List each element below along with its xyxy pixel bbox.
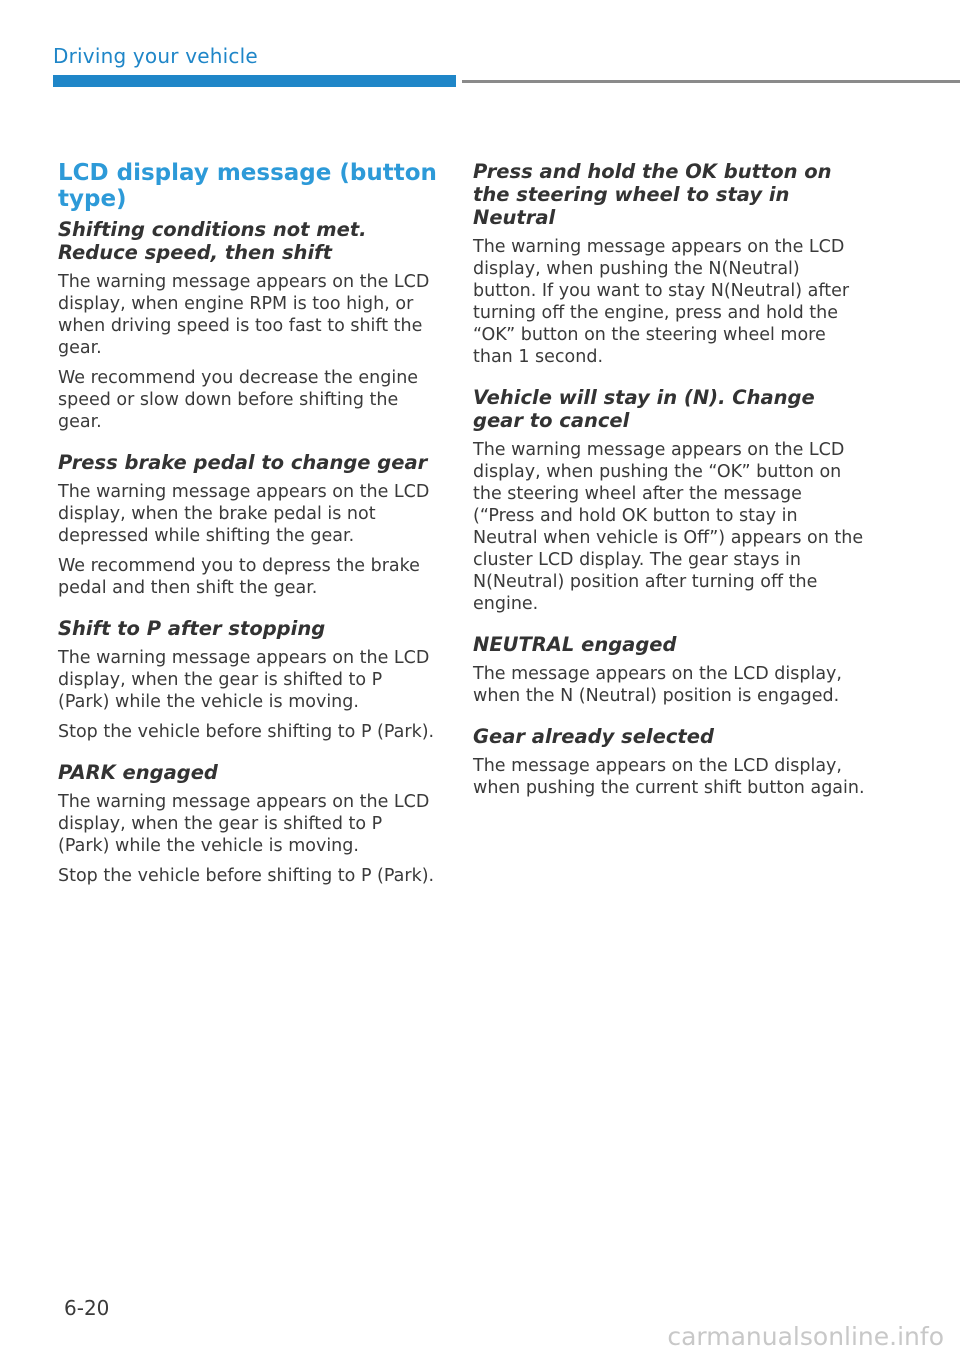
message-block bbox=[473, 386, 865, 615]
page-number: 6-20 bbox=[64, 1296, 110, 1320]
message-paragraph: We recommend you to depress the brake pedal and then shift the gear. bbox=[58, 556, 420, 598]
message-heading: Vehicle will stay in (N). Change gear to cancel bbox=[473, 386, 815, 432]
message-block bbox=[58, 617, 438, 743]
message-paragraph: The warning message appears on the LCD display, when the gear is shifted to P (Park) while the vehicle is moving. bbox=[58, 648, 430, 712]
message-heading: Press and hold the OK button on the steering wheel to stay in Neutral bbox=[473, 160, 832, 229]
message-paragraph: The message appears on the LCD display, when the N (Neutral) position is engaged. bbox=[473, 664, 842, 706]
message-heading: NEUTRAL engaged bbox=[473, 633, 677, 656]
message-paragraph: The warning message appears on the LCD display, when the gear is shifted to P (Park) while the vehicle is moving. bbox=[58, 792, 430, 856]
message-paragraph: The message appears on the LCD display, when pushing the current shift button again. bbox=[473, 756, 865, 798]
watermark: carmanualsonline.info bbox=[667, 1322, 944, 1351]
header-accent-bar bbox=[53, 75, 456, 87]
message-paragraph: The warning message appears on the LCD display, when pushing the “OK” button on the steering wheel after the message (“Press and hold OK button to stay in Neutral when vehicle is Off”) appears on the cluster LCD display. The gear stays in N(Neutral) position after turning off the engine. bbox=[473, 440, 864, 614]
section-title: LCD display message (button type) bbox=[58, 160, 437, 212]
right-column bbox=[473, 160, 865, 817]
message-block bbox=[473, 160, 865, 368]
left-column bbox=[58, 160, 438, 905]
message-block bbox=[58, 218, 438, 433]
message-heading: PARK engaged bbox=[58, 761, 218, 784]
message-heading: Shift to P after stopping bbox=[58, 617, 326, 640]
message-paragraph: The warning message appears on the LCD display, when engine RPM is too high, or when driving speed is too fast to shift the gear. bbox=[58, 272, 430, 358]
header-divider-line bbox=[462, 80, 960, 83]
message-paragraph: We recommend you decrease the engine speed or slow down before shifting the gear. bbox=[58, 368, 419, 432]
message-paragraph: Stop the vehicle before shifting to P (Park). bbox=[58, 722, 435, 742]
message-block bbox=[473, 633, 865, 707]
message-heading: Press brake pedal to change gear bbox=[58, 451, 428, 474]
message-paragraph: The warning message appears on the LCD display, when pushing the N(Neutral) button. If you want to stay N(Neutral) after turning off the engine, press and hold the “OK” button on the steering wheel more than 1 second. bbox=[473, 237, 850, 367]
message-block bbox=[58, 761, 438, 887]
message-heading: Gear already selected bbox=[473, 725, 714, 748]
message-heading: Shifting conditions not met. Reduce speed, then shift bbox=[58, 218, 367, 264]
message-paragraph: Stop the vehicle before shifting to P (Park). bbox=[58, 866, 435, 886]
message-block bbox=[473, 725, 865, 799]
message-block bbox=[58, 451, 438, 599]
page-header-title: Driving your vehicle bbox=[53, 44, 258, 68]
message-paragraph: The warning message appears on the LCD display, when the brake pedal is not depressed while shifting the gear. bbox=[58, 482, 430, 546]
